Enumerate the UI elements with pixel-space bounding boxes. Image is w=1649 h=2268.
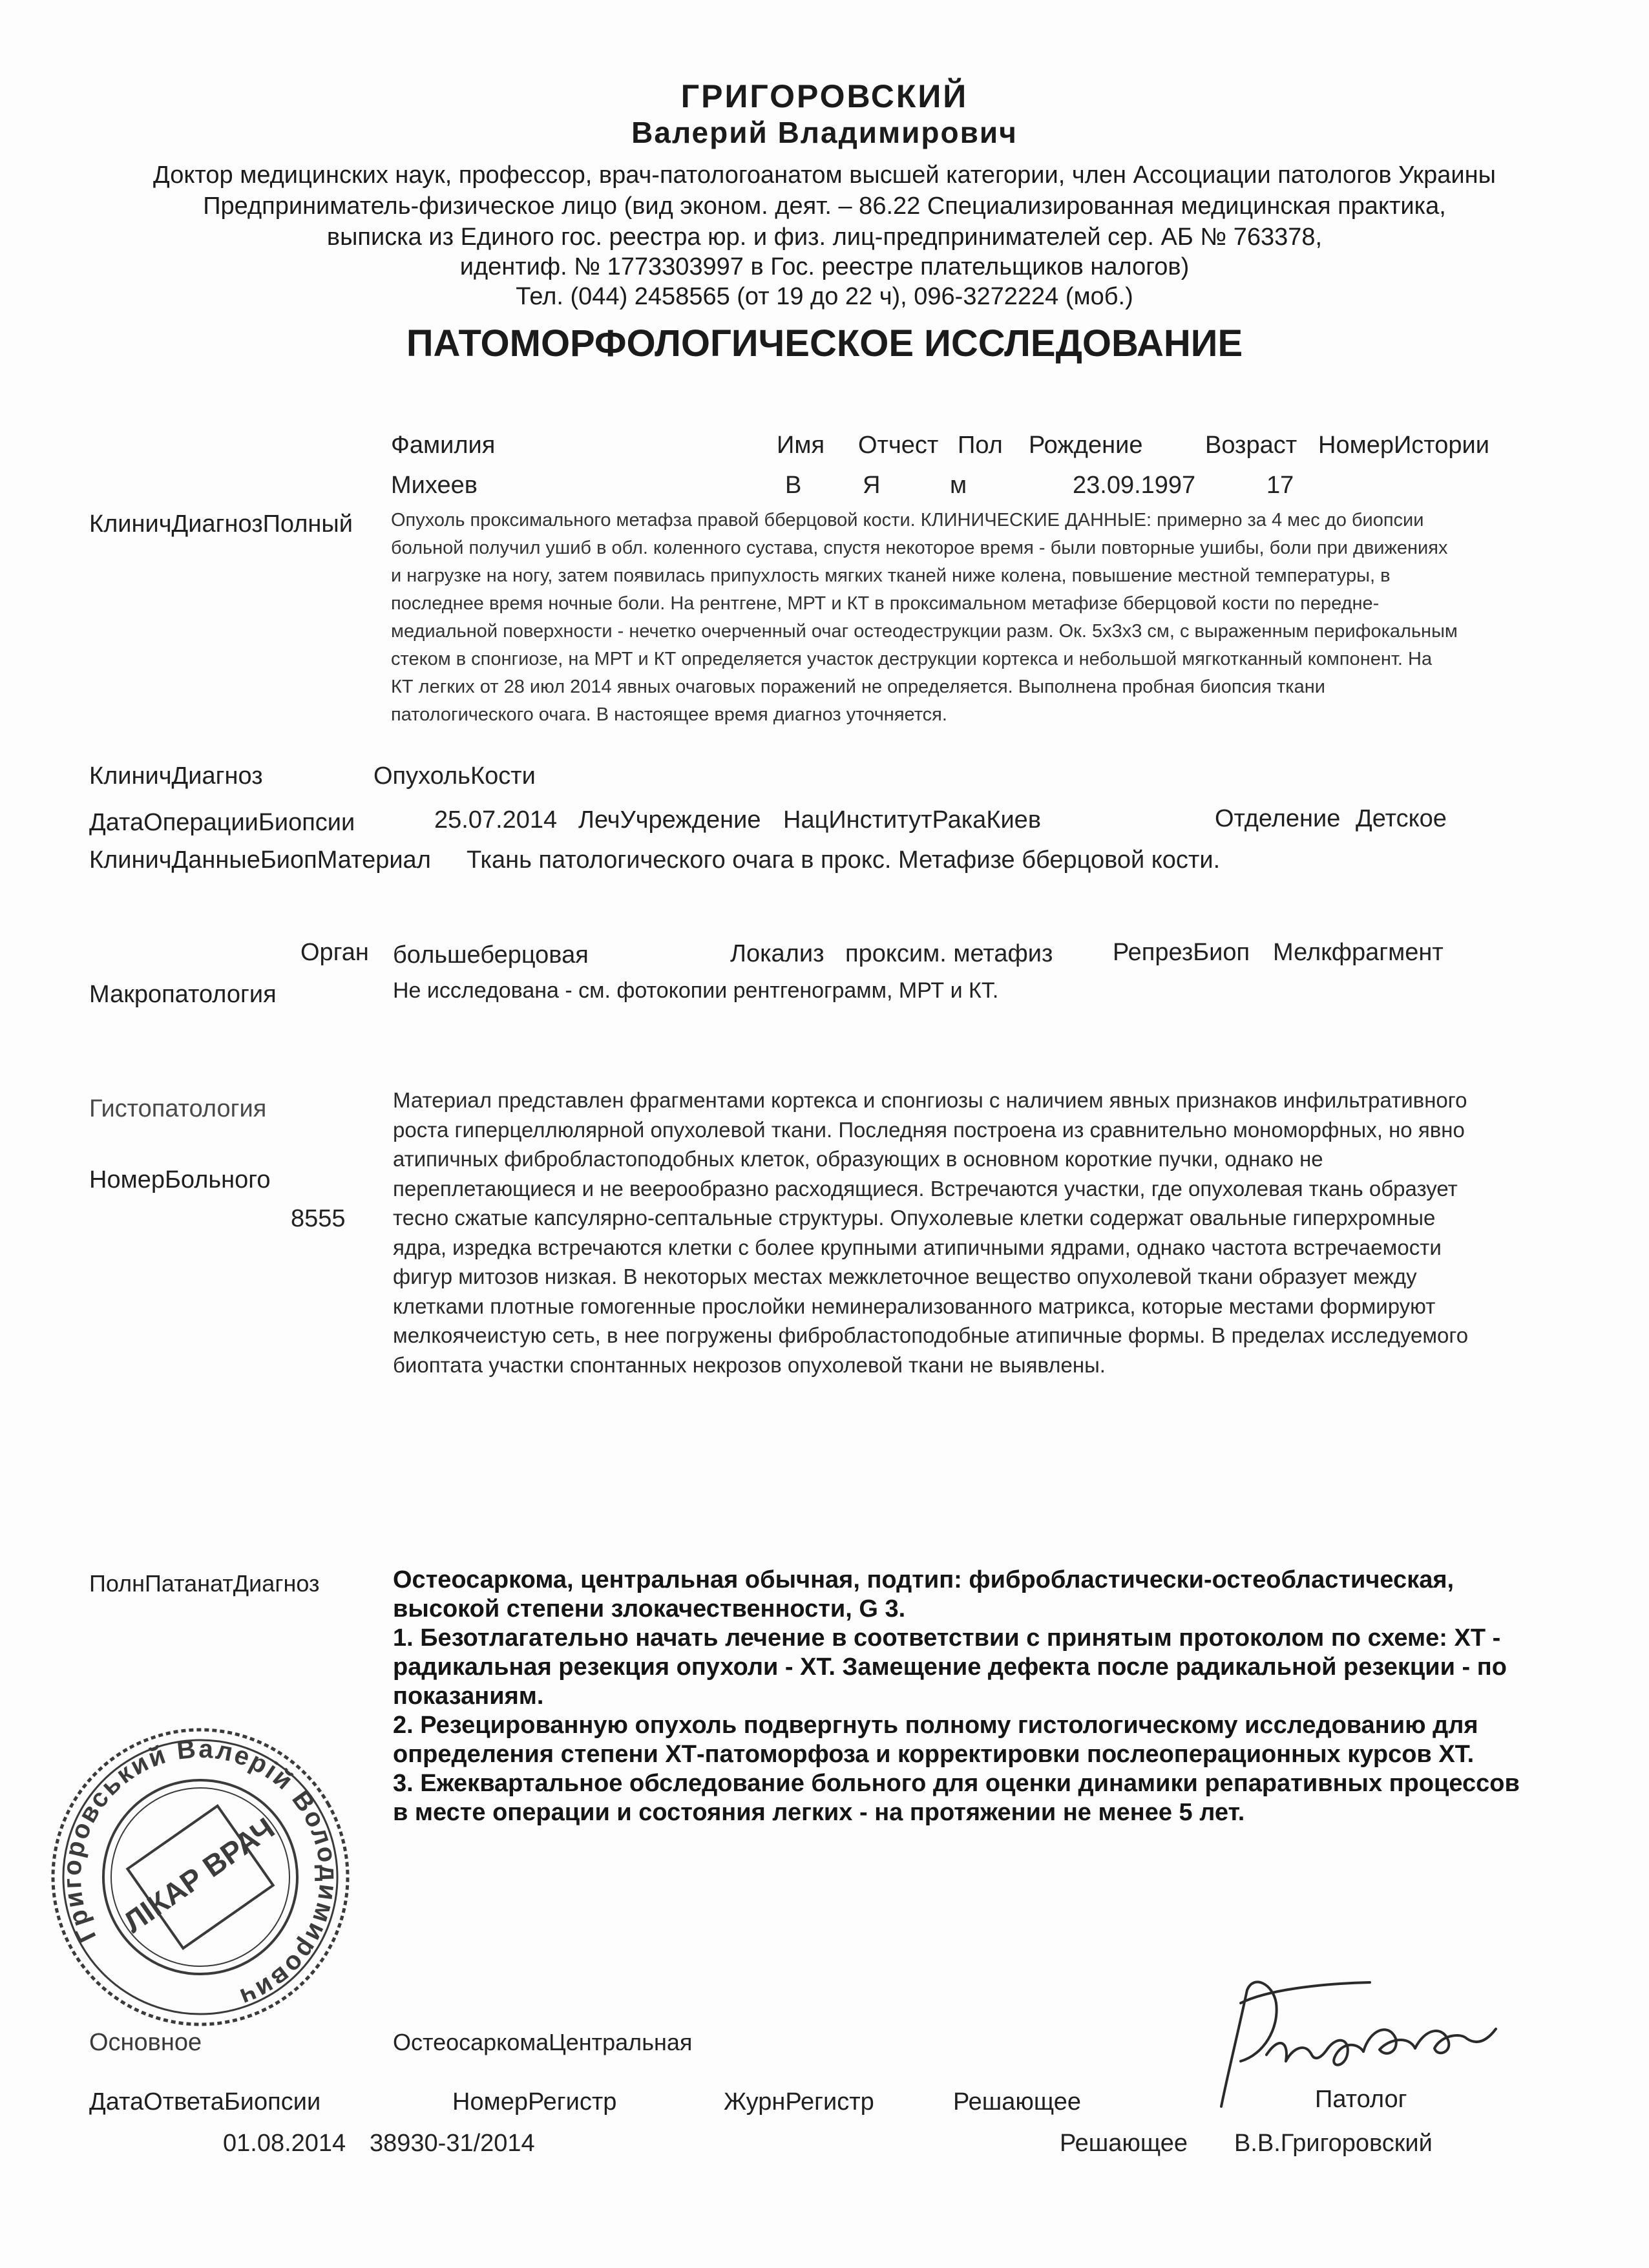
birth-value: 23.09.1997 <box>1073 472 1196 499</box>
sex-value: м <box>950 472 967 499</box>
clinical-line: стеком в спонгиозе, на МРТ и КТ определяется участок деструкции кортекса и небольшой мягкотканный компонент. На <box>391 649 1433 669</box>
clinical-line: Опухоль проксимального метафза правой бберцовой кости. КЛИНИЧЕСКИЕ ДАННЫЕ: примерно за 4 мес до биопсии <box>391 510 1424 530</box>
history-number-header: НомерИстории <box>1318 432 1489 459</box>
answer-date-value: 01.08.2014 <box>223 2130 346 2157</box>
doctor-credentials: Доктор медицинских наук, профессор, врач-патологоанатом высшей категории, член Ассоциации патологов Украины <box>153 162 1496 189</box>
biomaterial-label: КлиничДанныеБиопМатериал <box>89 846 431 874</box>
localization-value: проксим. метафиз <box>845 940 1053 967</box>
doctor-registration-line-2: выписка из Единого гос. реестра юр. и физ. лиц-предпринимателей сер. АБ № 763378, <box>326 224 1323 251</box>
document-title: ПАТОМОРФОЛОГИЧЕСКОЕ ИССЛЕДОВАНИЕ <box>406 322 1243 364</box>
stamp-inner-text: ЛІКАР ВРАЧ <box>117 1811 280 1939</box>
clinical-line: последнее время ночные боли. На рентгене, МРТ и КТ в проксимальном метафизе бберцовой кости по передне- <box>391 593 1380 614</box>
operation-date-label: ДатаОперацииБиопсии <box>89 809 355 836</box>
final-diagnosis-label: ПолнПатанатДиагноз <box>89 1570 320 1597</box>
final-line: в месте операции и состояния легких - на протяжении не менее 5 лет. <box>393 1799 1245 1826</box>
clinical-full-label: КлиничДиагнозПолный <box>89 510 353 538</box>
doctor-tax-id: идентиф. № 1773303997 в Гос. реестре плательщиков налогов) <box>459 253 1190 280</box>
histo-line: тесно сжатые капсулярно-септальные структуры. Опухолевые клетки содержат овальные гиперхромные <box>393 1206 1436 1230</box>
final-line: определения степени ХТ-патоморфоза и корректировки послеоперационных курсов ХТ. <box>393 1741 1475 1768</box>
deciding-label: Решающее <box>953 2088 1082 2116</box>
stamp-ring-text: Григоровський Валерій Володимирович <box>58 1734 343 2013</box>
clinical-line: и нагрузке на ногу, затем появилась припухлость мягких тканей ниже колена, повышение местной температуры, в <box>391 565 1391 586</box>
department-value: Детское <box>1356 805 1447 832</box>
histo-line: клетками плотные гомогенные прослойки неминерализованного матрикса, которые местами формируют <box>393 1294 1436 1318</box>
macropathology-label: Макропатология <box>89 981 277 1008</box>
register-number-label: НомерРегистр <box>452 2088 617 2116</box>
organ-value: большеберцовая <box>393 941 589 969</box>
main-diagnosis-value: ОстеосаркомаЦентральная <box>393 2029 693 2055</box>
birth-header: Рождение <box>1029 432 1143 459</box>
macropathology-value: Не исследована - см. фотокопии рентгенограмм, МРТ и КТ. <box>393 978 999 1003</box>
representative-biopsy-label: РепрезБиоп <box>1113 939 1250 966</box>
localization-label: Локализ <box>730 940 824 967</box>
age-header: Возраст <box>1205 432 1297 459</box>
histo-line: переплетающиеся и не веерообразно расходящиеся. Встречаются участки, где опухолевая ткань образует <box>393 1176 1458 1201</box>
institution-label: ЛечУчреждение <box>578 806 761 834</box>
clinical-line: КТ легких от 28 июл 2014 явных очаговых поражений не определяется. Выполнена пробная биопсия ткани <box>391 677 1325 697</box>
clinical-diagnosis-label: КлиничДиагноз <box>89 762 263 790</box>
pathologist-name: В.В.Григоровский <box>1234 2130 1433 2157</box>
doctor-stamp <box>39 1716 362 2039</box>
sex-header: Пол <box>958 432 1003 459</box>
register-number-value: 38930-31/2014 <box>370 2130 535 2157</box>
final-line: высокой степени злокачественности, G 3. <box>393 1595 906 1622</box>
answer-date-label: ДатаОтветаБиопсии <box>89 2088 321 2116</box>
clinical-diagnosis-value: ОпухольКости <box>373 762 536 790</box>
biomaterial-value: Ткань патологического очага в прокс. Метафизе бберцовой кости. <box>467 846 1221 874</box>
main-diagnosis-label: Основное <box>89 2029 202 2056</box>
histopathology-text <box>393 1086 1633 1380</box>
doctor-name: Валерий Владимирович <box>631 116 1018 149</box>
pathologist-label: Патолог <box>1315 2086 1407 2113</box>
patient-number-label: НомерБольного <box>89 1166 271 1193</box>
patient-number-value: 8555 <box>291 1205 346 1232</box>
department-label: Отделение <box>1215 805 1341 832</box>
organ-label: Орган <box>300 939 369 966</box>
histo-line: ядра, изредка встречаются клетки с более крупными атипичными ядрами, однако частота встречаемости <box>393 1235 1442 1259</box>
final-line: Остеосаркома, центральная обычная, подтип: фибробластически-остеобластическая, <box>393 1566 1455 1593</box>
surname-value: Михеев <box>391 472 478 499</box>
first-name-header: Имя <box>777 432 825 459</box>
histo-line: Материал представлен фрагментами кортекса и спонгиозы с наличием явных признаков инфильтративного <box>393 1088 1467 1112</box>
patronymic-value: Я <box>863 472 881 499</box>
operation-date-value: 25.07.2014 <box>434 806 558 834</box>
age-value: 17 <box>1266 472 1294 499</box>
patronymic-header: Отчест <box>858 432 939 459</box>
doctor-registration-line-1: Предприниматель-физическое лицо (вид эконом. деят. – 86.22 Специализированная медицинская практика, <box>203 193 1446 220</box>
final-line: показаниям. <box>393 1683 544 1710</box>
clinical-full-text <box>391 507 1606 729</box>
institution-value: НацИнститутРакаКиев <box>783 806 1041 834</box>
final-line: 3. Ежеквартальное обследование больного для оценки динамики репаративных процессов <box>393 1770 1520 1797</box>
histo-line: биоптата участки спонтанных некрозов опухолевой ткани не выявлены. <box>393 1352 1106 1377</box>
representative-biopsy-value: Мелкфрагмент <box>1273 939 1444 966</box>
histo-line: атипичных фибробластоподобных клеток, образующих в основном короткие пучки, однако не <box>393 1147 1323 1171</box>
final-line: 2. Резецированную опухоль подвергнуть полному гистологическому исследованию для <box>393 1712 1478 1739</box>
doctor-phone: Тел. (044) 2458565 (от 19 до 22 ч), 096-3272224 (моб.) <box>516 283 1133 310</box>
histopathology-label: Гистопатология <box>89 1095 267 1122</box>
surname-header: Фамилия <box>391 432 496 459</box>
first-name-value: В <box>785 472 802 499</box>
journal-register-label: ЖурнРегистр <box>724 2088 874 2116</box>
histo-line: мелкоячеистую сеть, в нее погружены фибробластоподобные атипичные формы. В пределах исследуемого <box>393 1323 1469 1347</box>
histo-line: фигур митозов низкая. В некоторых местах межклеточное вещество опухолевой ткани образует между <box>393 1265 1417 1288</box>
final-line: радикальная резекция опухоли - ХТ. Замещение дефекта после радикальной резекции - по <box>393 1654 1507 1681</box>
clinical-line: патологического очага. В настоящее время диагноз уточняется. <box>391 704 947 725</box>
doctor-surname: ГРИГОРОВСКИЙ <box>680 78 969 114</box>
histo-line: роста гиперцеллюлярной опухолевой ткани. Последняя построена из сравнительно мономорфных, но явно <box>393 1117 1465 1142</box>
final-diagnosis-text <box>393 1566 1556 1827</box>
clinical-line: медиальной поверхности - нечетко очерченный очаг остеодеструкции разм. Ок. 5х3х3 см, с выраженным перифокальным <box>391 621 1458 642</box>
final-line: 1. Безотлагательно начать лечение в соответствии с принятым протоколом по схеме: ХТ - <box>393 1624 1501 1652</box>
deciding-value: Решающее <box>1060 2130 1188 2157</box>
clinical-line: больной получил ушиб в обл. коленного сустава, спустя некоторое время - были повторные ушибы, боли при движениях <box>391 538 1448 558</box>
